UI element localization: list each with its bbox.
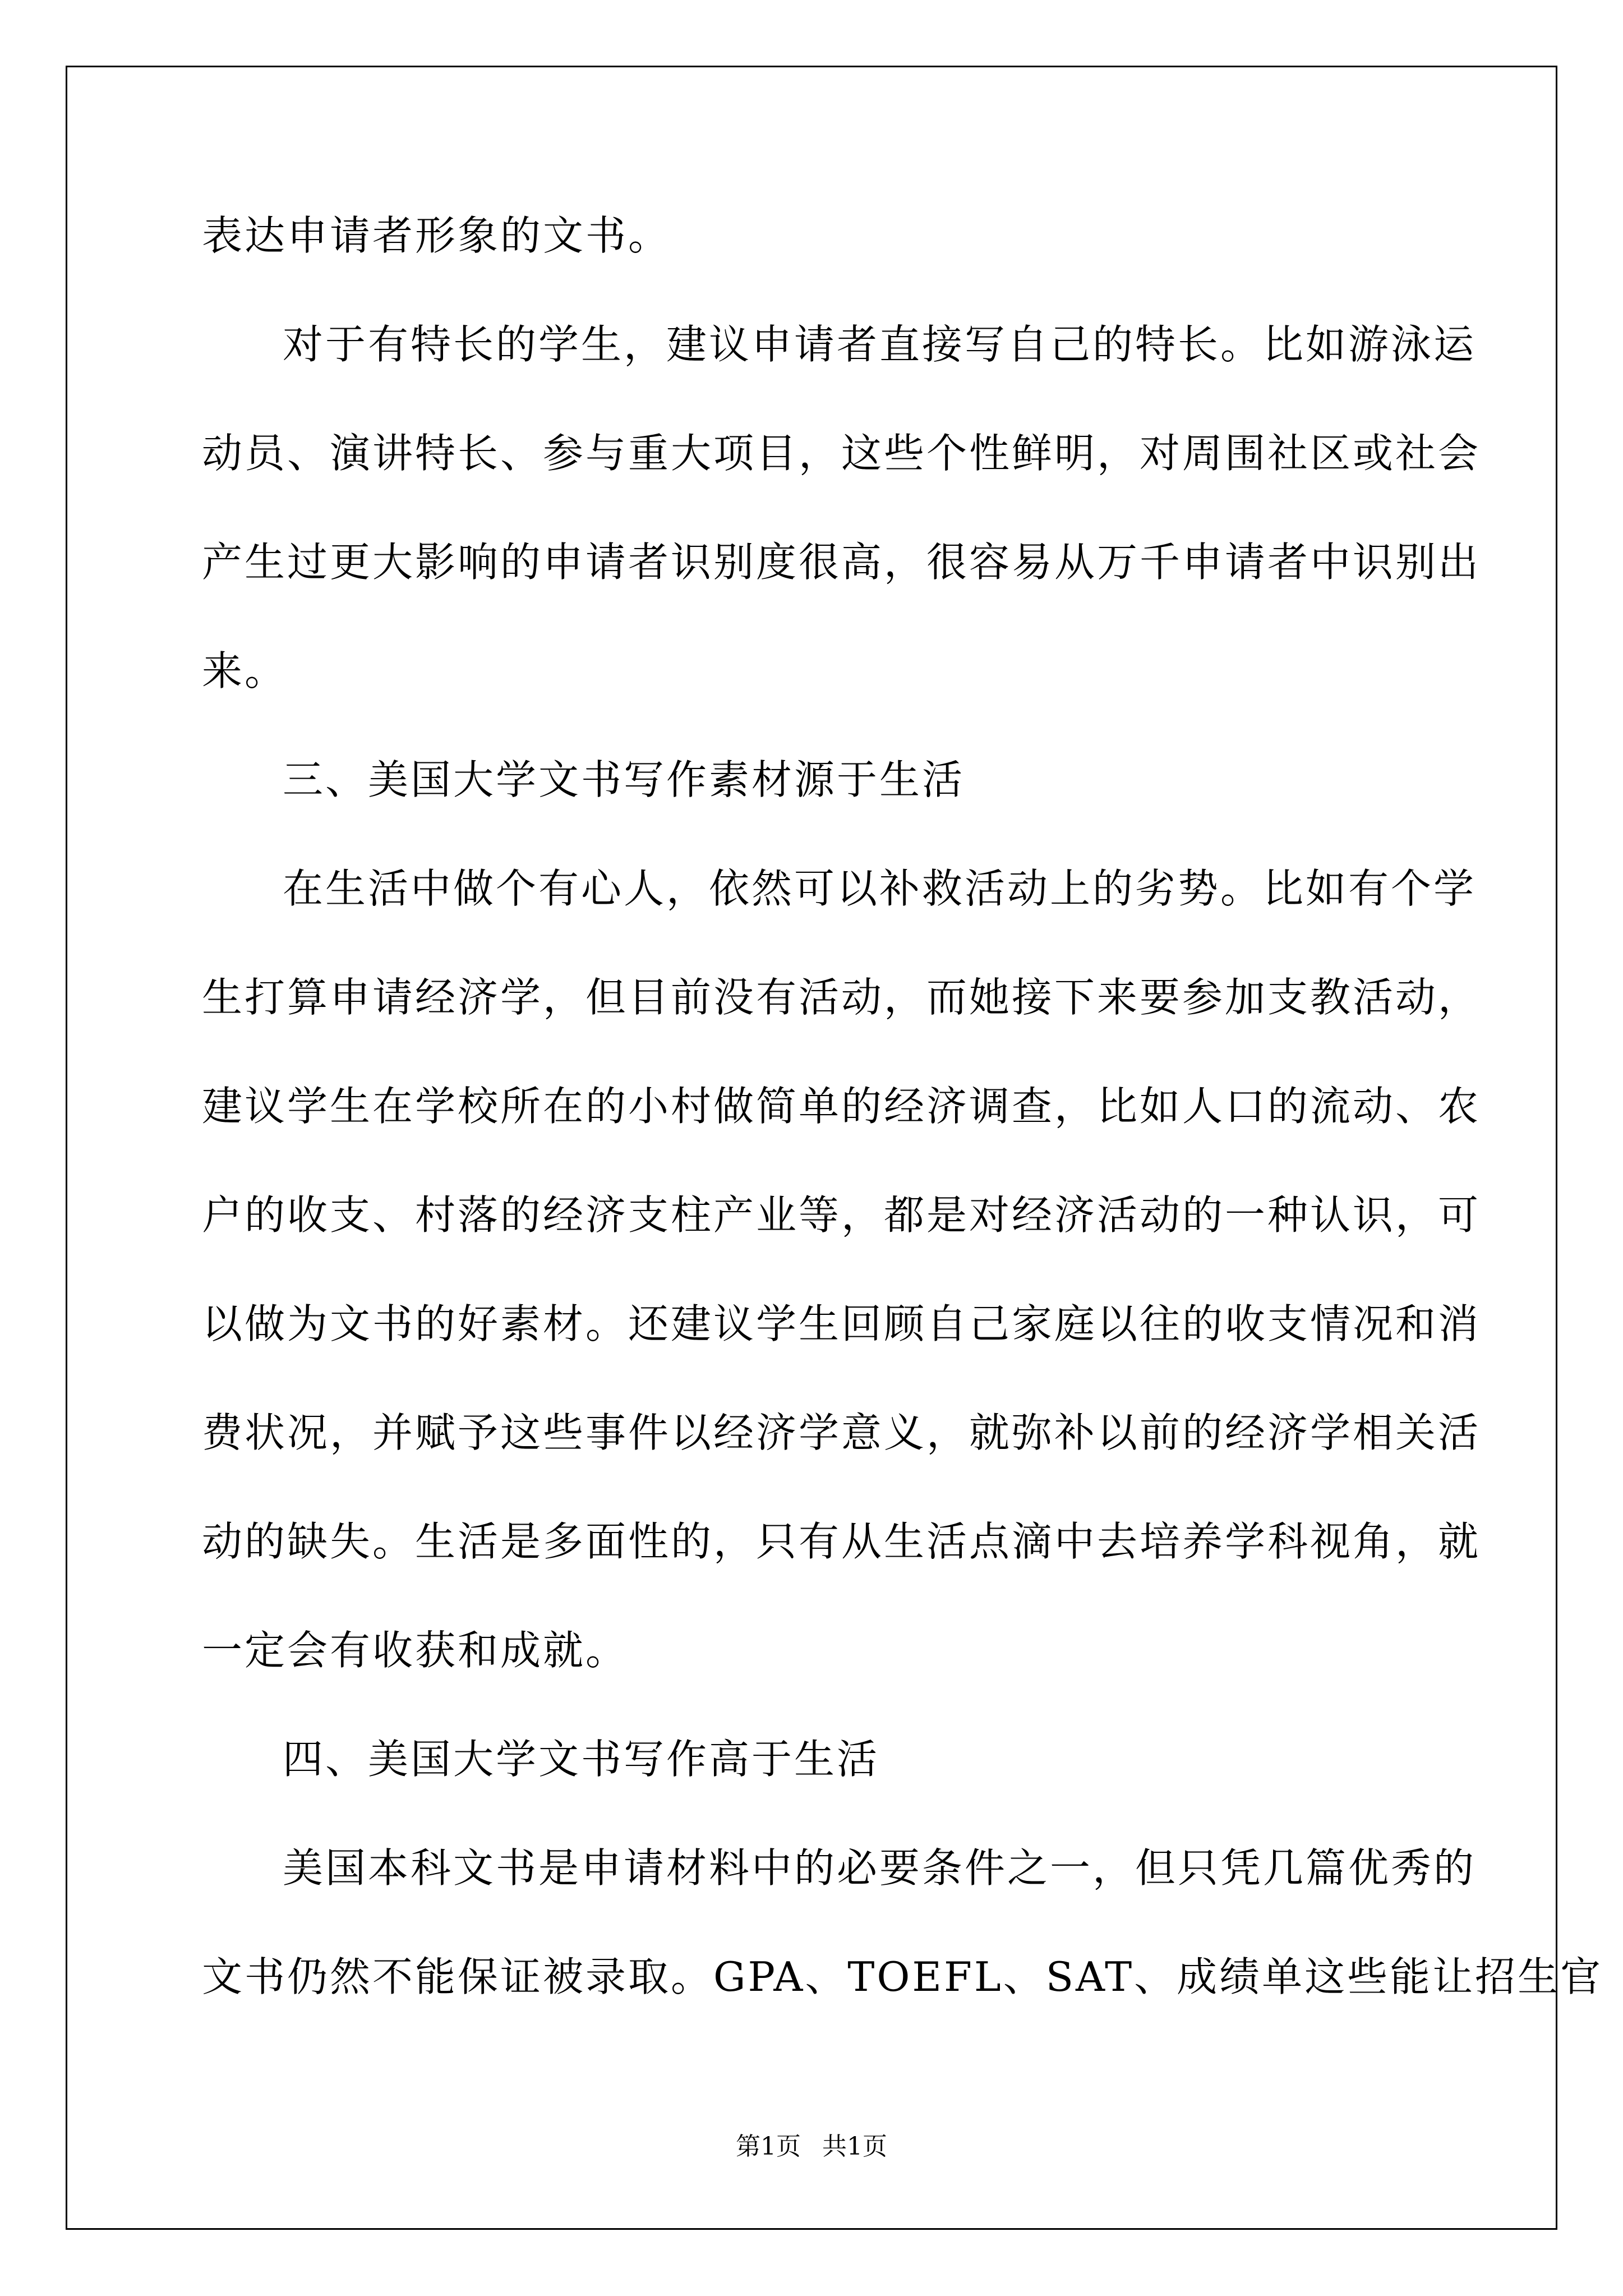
text-line: 动的缺失。生活是多面性的，只有从生活点滴中去培养学科视角，就 — [202, 1518, 1481, 1565]
page-border — [66, 66, 1557, 2230]
text-line: 在生活中做个有心人，依然可以补救活动上的劣势。比如有个学 — [283, 865, 1477, 912]
text-line: 一定会有收获和成就。 — [202, 1627, 629, 1674]
page-footer — [0, 2126, 1623, 2162]
page-total: 共1页 — [822, 2132, 887, 2161]
page-number: 第1页 — [736, 2132, 801, 2161]
text-line: 户的收支、村落的经济支柱产业等，都是对经济活动的一种认识，可 — [202, 1191, 1481, 1239]
text-line: 建议学生在学校所在的小村做简单的经济调查，比如人口的流动、农 — [202, 1083, 1481, 1130]
text-line: 产生过更大影响的申请者识别度很高，很容易从万千申请者中识别出 — [202, 539, 1481, 586]
text-line: 费状况，并赋予这些事件以经济学意义，就弥补以前的经济学相关活 — [202, 1409, 1481, 1456]
text-line: 文书仍然不能保证被录取。GPA、TOEFL、SAT、成绩单这些能让招生官 — [202, 1953, 1603, 2000]
section-heading: 四、美国大学文书写作高于生活 — [283, 1736, 880, 1783]
text-line: 生打算申请经济学，但目前没有活动，而她接下来要参加支教活动， — [202, 974, 1481, 1021]
text-line: 美国本科文书是申请材料中的必要条件之一，但只凭几篇优秀的 — [283, 1844, 1477, 1892]
text-line: 动员、演讲特长、参与重大项目，这些个性鲜明，对周围社区或社会 — [202, 430, 1481, 477]
text-line: 来。 — [202, 647, 288, 694]
text-line: 表达申请者形象的文书。 — [202, 212, 671, 259]
text-line: 对于有特长的学生，建议申请者直接写自己的特长。比如游泳运 — [283, 321, 1477, 368]
text-line: 以做为文书的好素材。还建议学生回顾自己家庭以往的收支情况和消 — [202, 1300, 1481, 1347]
section-heading: 三、美国大学文书写作素材源于生活 — [283, 756, 965, 803]
